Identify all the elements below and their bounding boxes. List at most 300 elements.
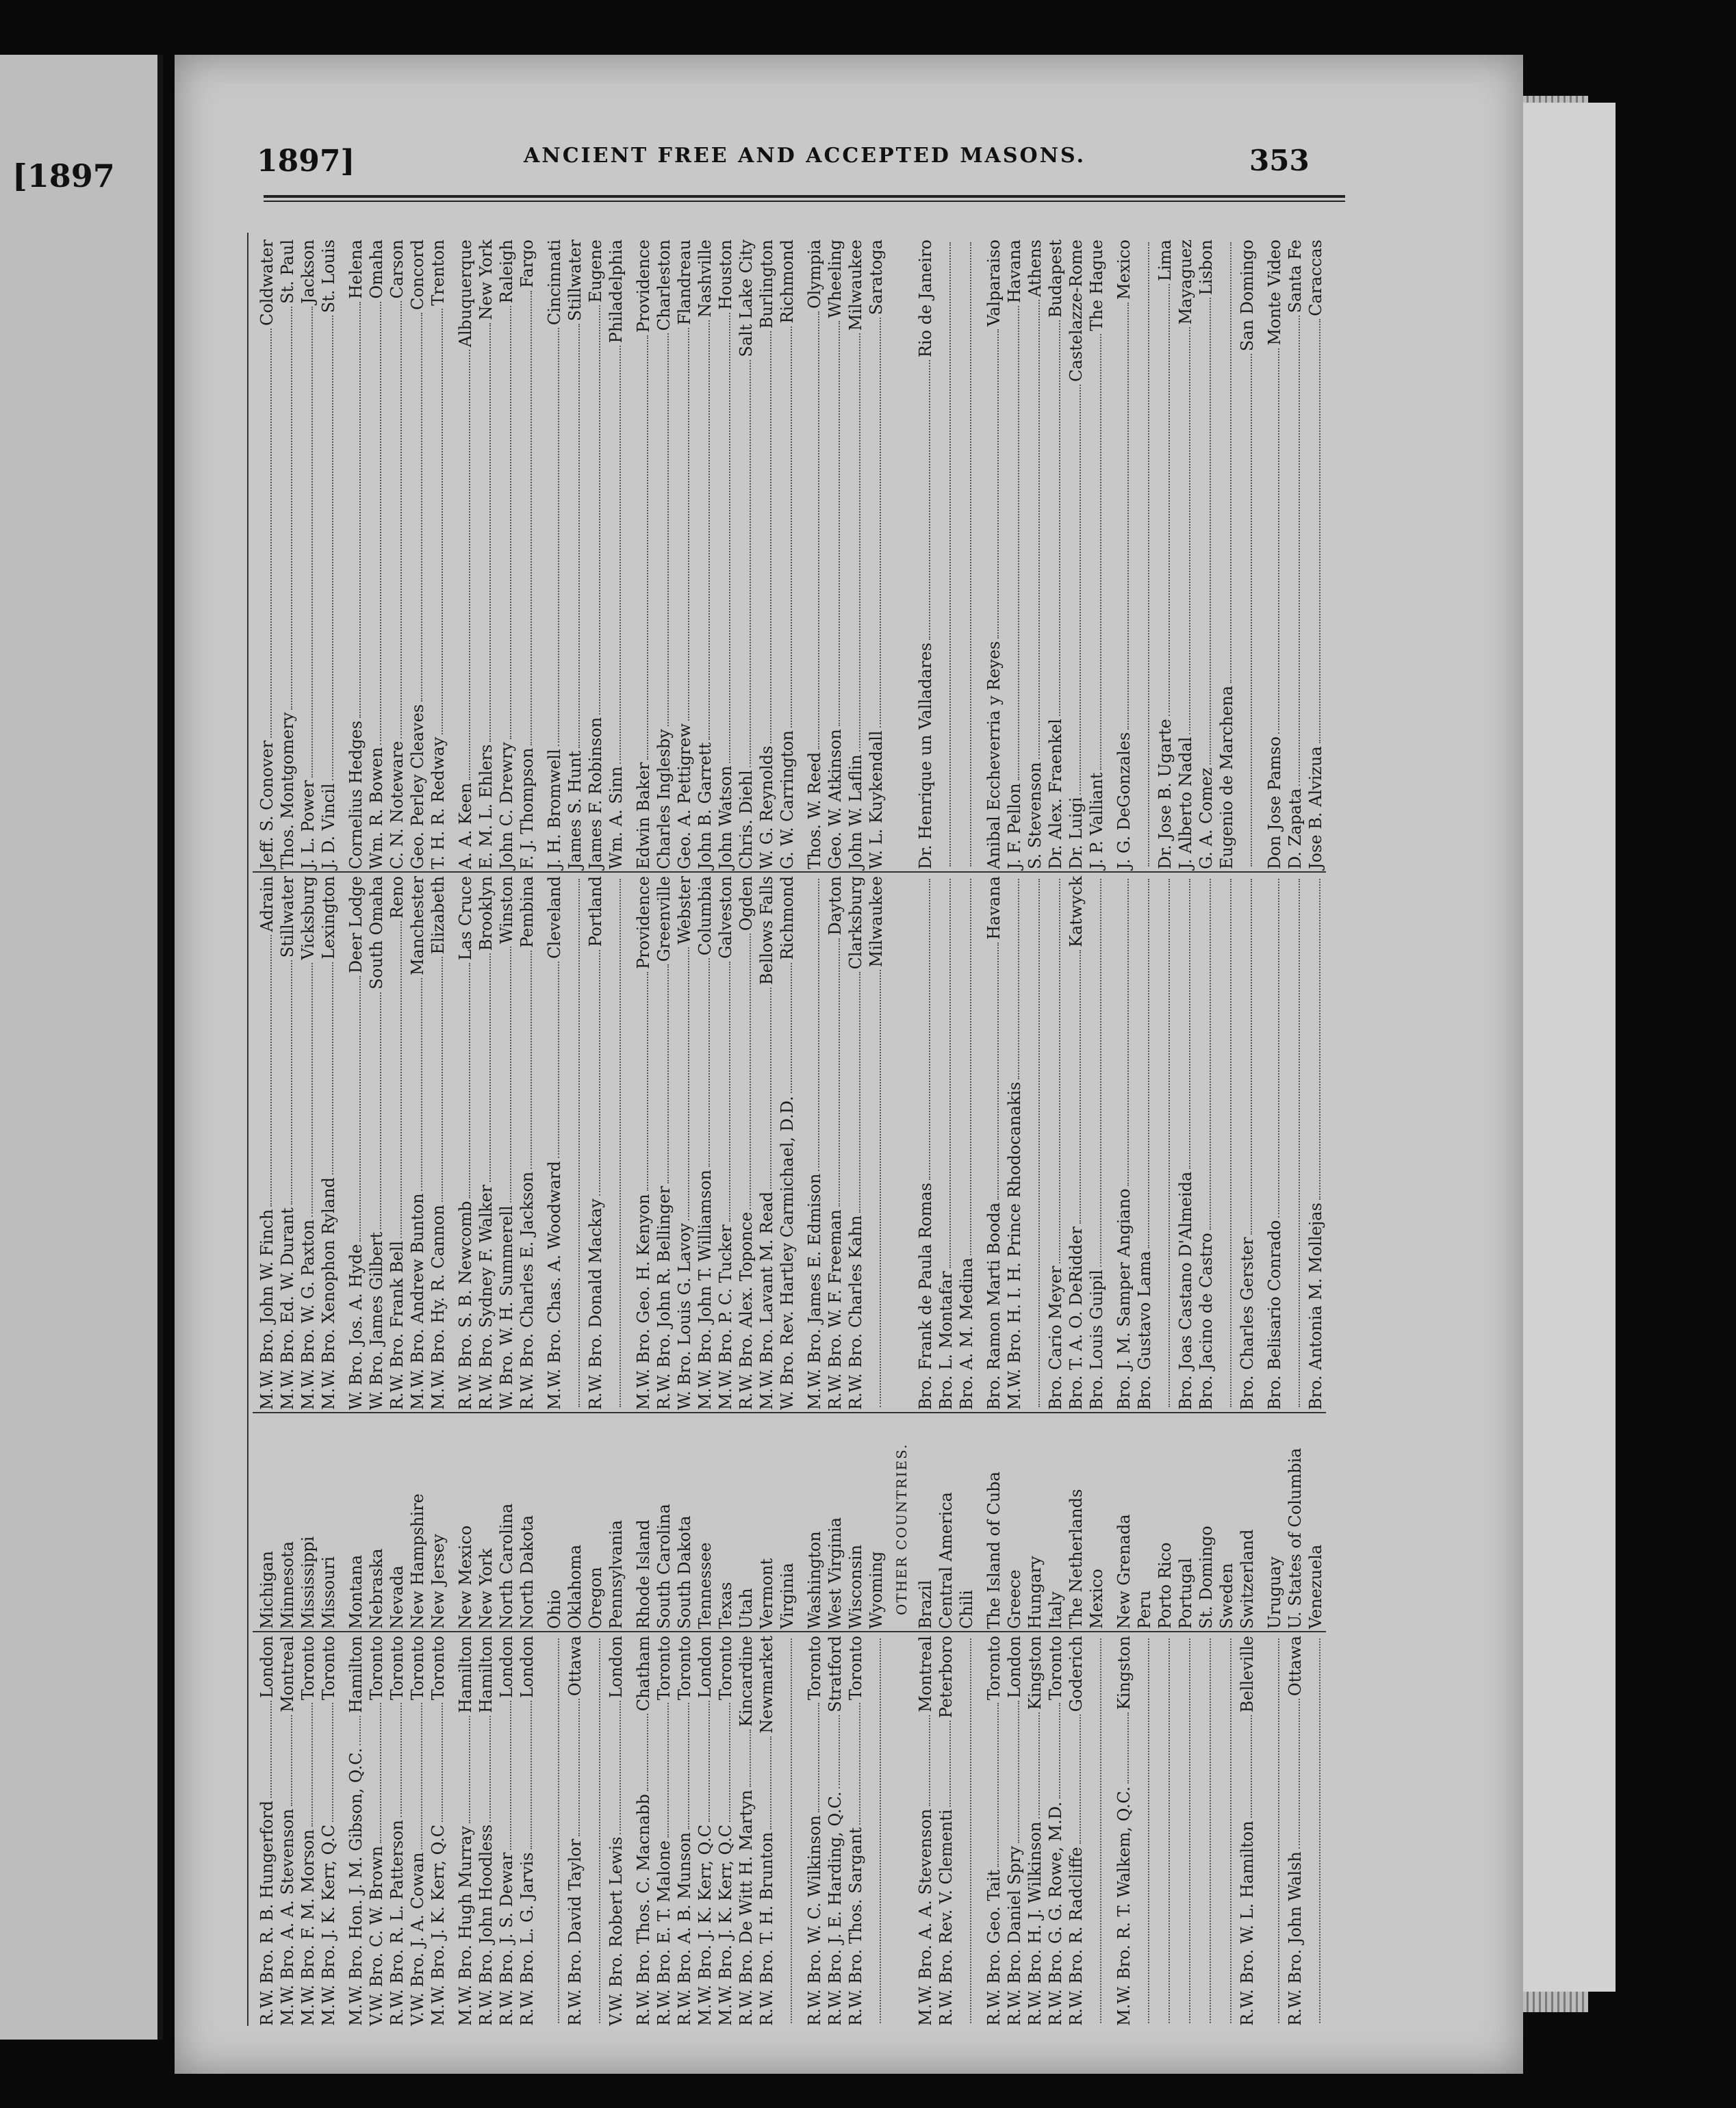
jurisdiction-name: Venezuela xyxy=(1306,1544,1325,1629)
dot-leader xyxy=(517,951,532,1169)
representative-entry-place: Cleveland xyxy=(545,876,564,959)
dot-leader xyxy=(984,942,999,1200)
dot-leader xyxy=(1285,316,1300,785)
grand-lodge-of-canada-rep-name: R.W. Bro. T. H. Brunton xyxy=(757,1831,776,2026)
grand-lodge-of-canada-rep-name: M.W. Bro. A. A. Stevenson xyxy=(916,1808,935,2026)
dot-leader xyxy=(1196,879,1211,1230)
grand-secretary-entry xyxy=(387,240,407,869)
representative-entry-name: Bro. Belisario Conrado xyxy=(1265,1220,1284,1410)
grand-secretary-entry-place: St. Louis xyxy=(319,240,338,313)
dot-leader xyxy=(1004,306,1019,780)
grand-lodge-of-canada-rep-place: Toronto xyxy=(298,1636,318,1701)
grand-lodge-of-canada-rep-name: R.W. Bro. R. B. Hungerford xyxy=(257,1800,277,2026)
grand-secretary-entry-place: Wheeling xyxy=(826,240,845,318)
grand-secretary-entry xyxy=(736,240,756,869)
dot-leader xyxy=(695,958,710,1167)
representative-entry-name: W. Bro. Jos. A. Hyde xyxy=(346,1244,366,1410)
grand-secretary-entry xyxy=(1004,240,1025,869)
dot-leader xyxy=(866,318,881,728)
grand-secretary-entry-name: S. Stevenson xyxy=(1025,762,1045,869)
grand-lodge-of-canada-rep xyxy=(1134,1636,1155,2026)
column-divider xyxy=(253,871,1326,873)
grand-secretary-entry xyxy=(346,240,366,869)
grand-lodge-of-canada-rep-place: Toronto xyxy=(1046,1636,1065,1701)
grand-secretary-entry xyxy=(1264,240,1285,869)
representative-entry-name: M.W. Bro. John T. Williamson xyxy=(695,1170,715,1410)
representative-entry xyxy=(1025,876,1045,1410)
grand-secretary-entry-place: The Hague xyxy=(1087,240,1106,331)
grand-lodge-of-canada-rep-name: R.W. Bro. De Witt H. Martyn xyxy=(737,1790,756,2026)
grand-secretary-entry xyxy=(1045,240,1066,869)
representative-entry xyxy=(1175,876,1196,1410)
jurisdiction-name: Brazil xyxy=(916,1580,935,1629)
grand-secretary-entry xyxy=(956,240,977,869)
representative-entry-place: Webster xyxy=(675,876,694,944)
representative-entry-name: M.W. Bro. Andrew Bunton xyxy=(408,1193,427,1410)
jurisdiction-name: Missouri xyxy=(319,1556,338,1629)
representative-entry xyxy=(1004,876,1025,1410)
representative-entry xyxy=(585,876,606,1410)
dot-leader xyxy=(496,947,511,1203)
grand-lodge-of-canada-rep-place: Stratford xyxy=(826,1636,845,1712)
jurisdiction-name: New Hampshire xyxy=(408,1493,427,1629)
dot-leader xyxy=(257,1701,272,1798)
grand-secretary-entry-name: G. A. Comez xyxy=(1197,767,1216,869)
grand-lodge-of-canada-rep-name: R.W. Bro. G. G. Rowe, M.D. xyxy=(1046,1801,1065,2026)
grand-lodge-of-canada-rep-place: Montreal xyxy=(278,1636,297,1712)
dot-leader xyxy=(1285,879,1300,1407)
jurisdiction-name: New Grenada xyxy=(1114,1514,1134,1629)
dot-leader xyxy=(804,879,819,1171)
grand-secretary-entry-place: Carson xyxy=(387,240,407,299)
dot-leader xyxy=(1025,879,1040,1407)
grand-secretary-entry-name: Edwin Baker xyxy=(634,762,653,869)
dot-leader xyxy=(1025,300,1040,759)
grand-lodge-of-canada-rep-name: R.W. Bro. W. C. Wilkinson xyxy=(805,1815,824,2026)
grand-secretary-entry-name: John B. Garrett xyxy=(695,742,715,869)
grand-secretary-entry-name: Dr. Henrique un Valladares xyxy=(916,642,935,869)
grand-secretary-entry xyxy=(845,240,866,869)
grand-secretary-entry xyxy=(777,240,797,869)
jurisdiction-name: North Dakota xyxy=(518,1515,537,1629)
representative-entry xyxy=(1285,876,1305,1410)
dot-leader xyxy=(428,1703,443,1822)
dot-leader xyxy=(777,1638,792,2023)
representative-entry-place: Manchester xyxy=(408,876,427,976)
page-stack-edge-light xyxy=(1520,103,1616,1992)
representative-entry-place: Bellows Falls xyxy=(757,876,776,986)
representative-entry-place: Galveston xyxy=(716,876,735,959)
representative-entry-name: Bro. Joas Castano D'Almeida xyxy=(1176,1171,1195,1410)
grand-secretary-entry-name: Dr. Luigi xyxy=(1067,797,1086,869)
representative-entry-name: M.W. Bro. Chas. A. Woodward xyxy=(545,1161,564,1410)
dot-leader xyxy=(1086,879,1101,1267)
grand-lodge-of-canada-rep xyxy=(866,1636,886,2026)
dot-leader xyxy=(936,1721,951,1806)
dot-leader xyxy=(257,935,272,1207)
grand-secretary-entry-name: Thos. Montgomery xyxy=(278,712,297,869)
dot-leader xyxy=(1305,319,1320,743)
dot-leader xyxy=(544,1638,559,2023)
grand-lodge-of-canada-rep-place: Toronto xyxy=(846,1636,865,1701)
dot-leader xyxy=(736,934,751,1209)
jurisdiction-name: Wisconsin xyxy=(846,1544,865,1629)
grand-lodge-of-canada-rep-name: R.W. Bro. J. S. Dewar xyxy=(497,1852,516,2026)
grand-secretary-entry-place: Monte Video xyxy=(1265,240,1284,346)
grand-secretary-entry xyxy=(517,240,537,869)
dot-leader xyxy=(346,1716,361,1745)
dot-leader xyxy=(366,302,381,745)
grand-lodge-of-canada-rep xyxy=(277,1636,298,2026)
column-divider xyxy=(247,233,248,2026)
dot-leader xyxy=(715,1703,730,1822)
grand-secretary-entry-name: Geo. Perley Cleaves xyxy=(408,704,427,869)
representative-entry-place: Las Cruce xyxy=(456,876,475,961)
grand-secretary-entry-name: James S. Hunt xyxy=(565,750,585,869)
dot-leader xyxy=(1216,879,1231,1407)
grand-secretary-entry-name: F. J. Thompson xyxy=(518,747,537,869)
jurisdiction-name: Mexico xyxy=(1087,1569,1106,1629)
jurisdiction-name: Portugal xyxy=(1176,1558,1195,1629)
representative-entry xyxy=(298,876,318,1410)
representative-entry xyxy=(1086,876,1107,1410)
grand-lodge-of-canada-rep xyxy=(1264,1636,1285,2026)
grand-lodge-of-canada-rep xyxy=(756,1636,777,2026)
representative-entry-name: Bro. Frank de Paula Romas xyxy=(916,1182,935,1410)
grand-lodge-of-canada-rep xyxy=(1004,1636,1025,2026)
jurisdiction-name: Chili xyxy=(957,1590,976,1629)
representative-entry-name: Bro. Charles Gerster xyxy=(1238,1237,1257,1410)
dot-leader xyxy=(318,962,333,1174)
dot-leader xyxy=(715,962,730,1222)
grand-secretary-entry-place: Houston xyxy=(716,240,735,310)
representative-entry-place: Pembina xyxy=(518,876,537,948)
dot-leader xyxy=(654,1703,669,1838)
dot-leader xyxy=(756,1736,771,1829)
grand-secretary-entry-name: John W. Laflin xyxy=(846,754,865,869)
grand-lodge-of-canada-rep-place: Toronto xyxy=(429,1636,448,1701)
dot-leader xyxy=(1264,348,1279,734)
grand-lodge-of-canada-rep-name: M.W. Bro. J. K. Kerr, Q.C xyxy=(319,1824,338,2026)
representative-entry-place: Brooklyn xyxy=(476,876,496,951)
representative-entry xyxy=(984,876,1004,1410)
dot-leader xyxy=(695,320,710,740)
grand-secretary-entry-name: J. G. DeGonzales xyxy=(1114,732,1134,869)
representative-entry xyxy=(654,876,674,1410)
grand-lodge-of-canada-rep xyxy=(1155,1636,1175,2026)
representative-entry xyxy=(956,876,977,1410)
grand-secretary-entry xyxy=(915,240,936,869)
representative-entry xyxy=(387,876,407,1410)
dot-leader xyxy=(915,879,930,1180)
grand-secretary-entry xyxy=(825,240,845,869)
jurisdiction-name: New York xyxy=(476,1548,496,1629)
representative-entry-place: Greenville xyxy=(654,876,674,962)
representative-entry-name: Bro. L. Montafar xyxy=(936,1271,956,1410)
grand-secretary-entry xyxy=(1134,240,1155,869)
representative-entry-name: M.W. Bro. H. I. H. Prince Rhodocanakis xyxy=(1005,1081,1024,1410)
grand-lodge-of-canada-rep-name: V.W. Bro. Robert Lewis xyxy=(607,1836,626,2026)
representative-entry xyxy=(476,876,496,1410)
representative-entry-name: Bro. Louis Guipil xyxy=(1087,1270,1106,1410)
grand-secretary-entry-name: Jose B. Alvizua xyxy=(1306,746,1325,869)
grand-secretary-entry-place: San Domingo xyxy=(1238,240,1257,352)
grand-lodge-of-canada-rep xyxy=(1045,1636,1066,2026)
jurisdiction-name: South Dakota xyxy=(675,1515,694,1629)
grand-secretary-entry-place: Saratoga xyxy=(867,240,886,316)
dot-leader xyxy=(845,972,860,1212)
representative-entry-place: Vicksburg xyxy=(298,876,318,960)
representative-entry-name: Bro. J. M. Samper Angiano xyxy=(1114,1188,1134,1410)
representative-entry xyxy=(428,876,448,1410)
jurisdiction-name: New Mexico xyxy=(456,1525,475,1629)
grand-lodge-of-canada-rep-place: London xyxy=(497,1636,516,1699)
representative-entry-name: M.W. Bro. Hy. R. Cannon xyxy=(429,1205,448,1410)
grand-lodge-of-canada-rep xyxy=(695,1636,715,2026)
dot-leader xyxy=(476,953,491,1182)
representative-entry-name: M.W. Bro. P. C. Tucker xyxy=(716,1224,735,1410)
representative-entry-name: M.W. Bro. Ed. W. Durant xyxy=(278,1207,297,1410)
dot-leader xyxy=(1237,1715,1252,1818)
jurisdiction-name: Texas xyxy=(716,1582,735,1629)
jurisdiction-name: Virginia xyxy=(778,1563,797,1629)
dot-leader xyxy=(1196,1638,1211,2023)
page-number: 353 xyxy=(1249,144,1310,177)
grand-lodge-of-canada-rep xyxy=(585,1636,606,2026)
grand-lodge-of-canada-rep xyxy=(715,1636,736,2026)
jurisdiction-name: U. States of Columbia xyxy=(1286,1448,1305,1629)
grand-lodge-of-canada-rep xyxy=(1066,1636,1086,2026)
grand-secretary-entry xyxy=(1196,240,1216,869)
jurisdiction-name: Ohio xyxy=(545,1589,564,1629)
dot-leader xyxy=(984,329,999,639)
grand-lodge-of-canada-rep-place: London xyxy=(695,1636,715,1699)
representative-entry-name: W. Bro. Rev. Hartley Carmichael, D.D. xyxy=(778,1096,797,1410)
dot-leader xyxy=(1175,327,1190,734)
representative-entry-name: M.W. Bro. Lavant M. Read xyxy=(757,1192,776,1410)
dot-leader xyxy=(387,1703,402,1817)
grand-lodge-of-canada-rep xyxy=(428,1636,448,2026)
grand-secretary-entry xyxy=(1066,240,1086,869)
jurisdiction-name: New Jersey xyxy=(429,1534,448,1629)
grand-secretary-entry xyxy=(1155,240,1175,869)
representative-entry xyxy=(736,876,756,1410)
representative-entry xyxy=(804,876,825,1410)
jurisdiction-name: Italy xyxy=(1046,1591,1065,1629)
grand-lodge-of-canada-rep-place: Kingston xyxy=(1025,1636,1045,1710)
grand-secretary-entry-place: Flandreau xyxy=(675,240,694,325)
grand-secretary-entry xyxy=(277,240,298,869)
jurisdiction-name: Central America xyxy=(936,1492,956,1629)
header-rule-thin xyxy=(264,201,1345,202)
representative-entry-name: R.W. Bro. W. F. Freeman xyxy=(826,1209,845,1410)
grand-secretary-entry-name: Anibal Eccheverria y Reyes xyxy=(984,641,1004,869)
representative-entry-name: W. Bro. James Gilbert xyxy=(367,1231,386,1410)
grand-secretary-entry-place: Mexico xyxy=(1114,240,1134,300)
grand-secretary-entry-name: W. G. Reynolds xyxy=(757,745,776,869)
grand-lodge-of-canada-rep-place: Toronto xyxy=(805,1636,824,1701)
grand-secretary-entry-place: Richmond xyxy=(778,240,797,324)
grand-lodge-of-canada-rep-place: Goderich xyxy=(1067,1636,1086,1712)
grand-secretary-entry xyxy=(606,240,626,869)
grand-lodge-of-canada-rep-name: R.W. Bro. John Hoodless xyxy=(476,1824,496,2026)
representative-entry xyxy=(544,876,565,1410)
dot-leader xyxy=(1155,879,1170,1407)
grand-secretary-entry-place: Cincinnati xyxy=(545,240,564,326)
representative-entry xyxy=(695,876,715,1410)
representative-entry-place: Providence xyxy=(634,876,653,969)
grand-secretary-entry-name: J. Alberto Nadal xyxy=(1176,736,1195,869)
grand-secretary-entry-name: J. D. Vincil xyxy=(319,783,338,869)
grand-lodge-of-canada-rep-name: R.W. Bro. L. G. Jarvis xyxy=(518,1852,537,2026)
grand-secretary-entry-place: Caraccas xyxy=(1306,240,1325,316)
dot-leader xyxy=(1066,385,1081,795)
grand-secretary-entry xyxy=(1175,240,1196,869)
dot-leader xyxy=(1114,879,1129,1186)
grand-lodge-of-canada-rep-name: M.W. Bro. J. K. Kerr, Q.C xyxy=(716,1824,735,2026)
dot-leader xyxy=(1025,1712,1040,1818)
grand-secretary-entry-name: E. M. L. Ehlers xyxy=(476,744,496,869)
grand-lodge-of-canada-rep-name: R.W. Bro. Rev. V. Clementi xyxy=(936,1809,956,2026)
grand-lodge-of-canada-rep-name: R.W. Bro. R. L. Patterson xyxy=(387,1820,407,2026)
dot-leader xyxy=(1285,1699,1300,1849)
grand-lodge-of-canada-rep-name: R.W. Bro. J. E. Harding, Q.C. xyxy=(826,1791,845,2026)
representative-entry xyxy=(496,876,517,1410)
grand-secretary-entry-place: Concord xyxy=(408,240,427,310)
grand-lodge-of-canada-rep-name: M.W. Bro. Hon. J. M. Gibson, Q.C. xyxy=(346,1747,366,2026)
dot-leader xyxy=(1134,879,1149,1248)
grand-lodge-of-canada-rep-place: Ottawa xyxy=(565,1636,585,1697)
grand-lodge-of-canada-rep xyxy=(346,1636,366,2026)
dot-leader xyxy=(956,1638,971,2023)
grand-secretary-entry xyxy=(476,240,496,869)
jurisdiction-name: Tennessee xyxy=(695,1542,715,1629)
representative-entry xyxy=(1066,876,1086,1410)
dot-leader xyxy=(1045,1703,1060,1799)
representative-entry-name: Bro. T. A. O. DeRidder xyxy=(1067,1226,1086,1410)
dot-leader xyxy=(654,333,669,726)
grand-secretary-entry-place: Helena xyxy=(346,240,366,299)
previous-page-fragment xyxy=(0,55,163,2040)
jurisdiction-name: Porto Rico xyxy=(1156,1542,1175,1629)
jurisdiction-name: North Carolina xyxy=(497,1503,516,1629)
grand-lodge-of-canada-rep xyxy=(845,1636,866,2026)
grand-lodge-of-canada-rep xyxy=(956,1636,977,2026)
grand-lodge-of-canada-rep xyxy=(1196,1636,1216,2026)
grand-lodge-of-canada-rep xyxy=(915,1636,936,2026)
grand-secretary-entry xyxy=(936,240,956,869)
grand-lodge-of-canada-rep xyxy=(298,1636,318,2026)
grand-secretary-entry-name: Jeff. S. Conover xyxy=(257,740,277,869)
jurisdiction-name: Minnesota xyxy=(278,1541,297,1629)
grand-lodge-of-canada-rep xyxy=(318,1636,339,2026)
dot-leader xyxy=(1086,1638,1101,2023)
grand-secretary-entry-place: St. Paul xyxy=(278,240,297,304)
grand-lodge-of-canada-rep-place: London xyxy=(607,1636,626,1699)
grand-lodge-of-canada-rep xyxy=(1237,1636,1258,2026)
dot-leader xyxy=(298,963,313,1217)
grand-lodge-of-canada-rep-place: Ottawa xyxy=(1286,1636,1305,1697)
grand-lodge-of-canada-rep-name: V.W. Bro. J. A. Cowan xyxy=(408,1852,427,2026)
dot-leader xyxy=(1045,879,1060,1263)
column-divider xyxy=(253,1412,1326,1413)
dot-leader xyxy=(984,1703,999,1867)
representative-entry-place: Katwyck xyxy=(1067,876,1086,947)
grand-lodge-of-canada-rep-place: Newmarket xyxy=(757,1636,776,1734)
dot-leader xyxy=(407,313,422,702)
grand-secretary-entry-place: Omaha xyxy=(367,240,386,299)
jurisdiction-name: Greece xyxy=(1005,1569,1024,1629)
dot-leader xyxy=(496,1701,511,1849)
dot-leader xyxy=(1114,303,1129,730)
representative-entry-name: R.W. Bro. Charles E. Jackson xyxy=(518,1171,537,1410)
grand-secretary-entry-place: Charleston xyxy=(654,240,674,331)
grand-secretary-entry-name: James F. Robinson xyxy=(586,717,605,869)
grand-lodge-of-canada-rep-place: London xyxy=(518,1636,537,1699)
grand-secretary-entry-name: Geo. W. Atkinson xyxy=(826,729,845,869)
grand-secretary-entry-name: J. P. Valliant xyxy=(1087,772,1106,869)
grand-lodge-of-canada-rep xyxy=(1025,1636,1045,2026)
dot-leader xyxy=(936,879,951,1268)
dot-leader xyxy=(956,879,971,1255)
grand-secretary-entry-name: A. A. Keen xyxy=(456,782,475,869)
grand-lodge-of-canada-rep-place: Kingston xyxy=(1114,1636,1134,1710)
grand-secretary-entry xyxy=(1216,240,1237,869)
previous-page-year: [1897 xyxy=(12,157,115,194)
grand-lodge-of-canada-rep-place: Toronto xyxy=(367,1636,386,1701)
grand-lodge-of-canada-rep xyxy=(1175,1636,1196,2026)
grand-secretary-entry-name: Thos. W. Reed xyxy=(805,751,824,869)
dot-leader xyxy=(1045,320,1060,716)
representative-entry-name: M.W. Bro. Geo. H. Kenyon xyxy=(634,1194,653,1410)
jurisdiction-name: Sweden xyxy=(1217,1563,1236,1629)
grand-secretary-entry xyxy=(1114,240,1134,869)
dot-leader xyxy=(1237,879,1252,1235)
grand-secretary-entry xyxy=(455,240,476,869)
dot-leader xyxy=(756,331,771,743)
dot-leader xyxy=(428,309,443,734)
representative-entry-name: W. Bro. W. H. Summerell xyxy=(497,1205,516,1410)
dot-leader xyxy=(496,306,511,739)
representative-entry xyxy=(866,876,886,1410)
dot-leader xyxy=(674,1703,689,1829)
representative-entry xyxy=(277,876,298,1410)
dot-leader xyxy=(606,346,621,763)
representative-entry-place: Milwaukee xyxy=(867,876,886,968)
grand-secretary-entry-place: Burlington xyxy=(757,240,776,329)
dot-leader xyxy=(1155,284,1170,717)
dot-leader xyxy=(845,1703,860,1825)
grand-lodge-of-canada-rep xyxy=(496,1636,517,2026)
grand-secretary-entry xyxy=(1285,240,1305,869)
grand-lodge-of-canada-rep-name: M.W. Bro. J. K. Kerr, Q.C xyxy=(695,1824,715,2026)
representative-entry-name: R.W. Bro. Charles Kahn xyxy=(846,1215,865,1410)
dot-leader xyxy=(777,326,792,728)
grand-lodge-of-canada-rep xyxy=(544,1636,565,2026)
dot-leader xyxy=(606,879,621,1407)
grand-secretary-entry-name: Geo. A. Pettigrew xyxy=(675,723,694,869)
representative-entry-place: Reno xyxy=(387,876,407,919)
grand-secretary-entry xyxy=(318,240,339,869)
representative-entry-name: M.W. Bro. John W. Finch xyxy=(257,1209,277,1410)
jurisdiction-name: The Netherlands xyxy=(1067,1489,1086,1629)
grand-secretary-entry-name: Eugenio de Marchena xyxy=(1217,685,1236,869)
representative-entry-place: Columbia xyxy=(695,876,715,956)
grand-secretary-entry-name: Charles Inglesby xyxy=(654,729,674,869)
dot-leader xyxy=(1155,1638,1170,2023)
grand-secretary-entry xyxy=(428,240,448,869)
representative-entry-place: Havana xyxy=(984,876,1004,940)
